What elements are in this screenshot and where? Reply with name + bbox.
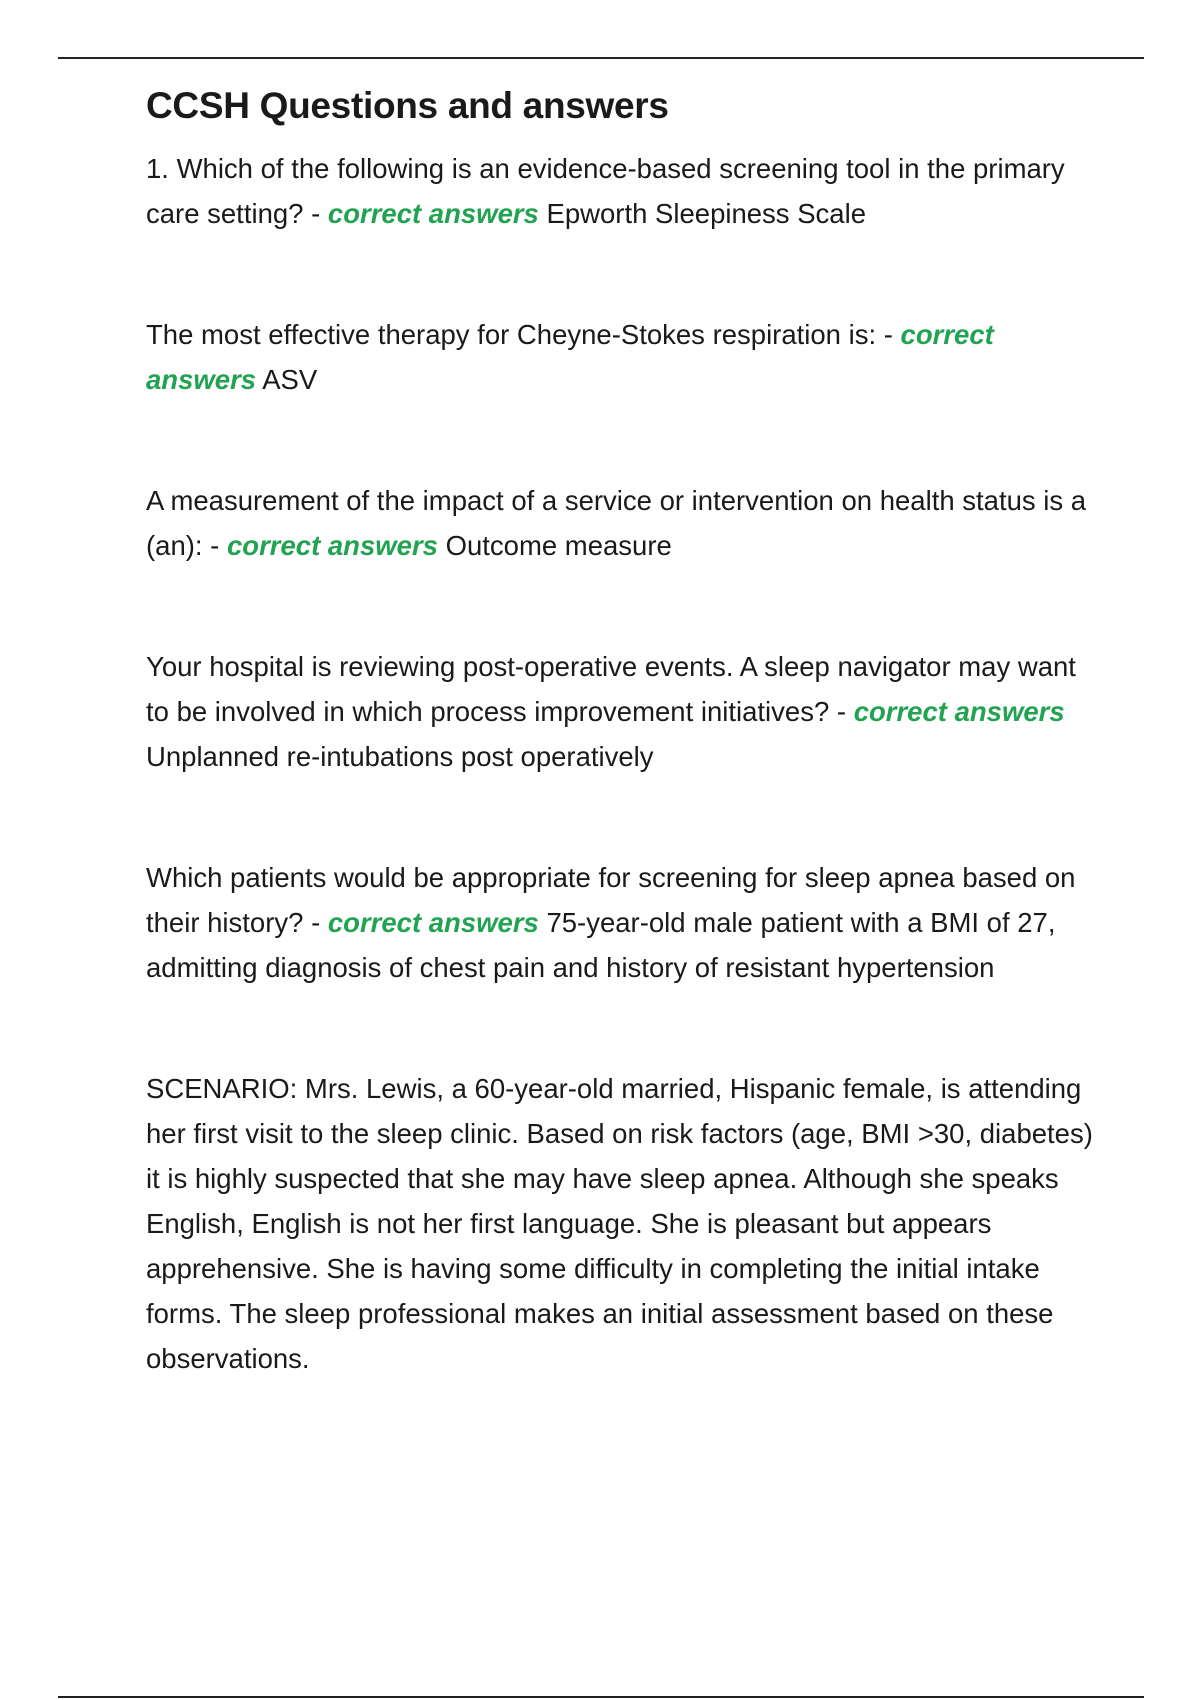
question-text: 1. Which of the following is an evidence-based screening tool in the primary care setting? - <box>146 153 1065 229</box>
qa-item <box>146 855 1106 990</box>
question-text: Which patients would be appropriate for screening for sleep apnea based on their history? - <box>146 862 1076 938</box>
top-rule <box>58 57 1144 59</box>
answer-text: Epworth Sleepiness Scale <box>546 198 866 229</box>
correct-answers-marker: correct answers <box>327 198 539 229</box>
correct-answers-marker: correct answers <box>146 319 994 395</box>
bottom-rule <box>58 1696 1144 1698</box>
answer-text: ASV <box>262 364 318 395</box>
question-text: The most effective therapy for Cheyne-Stokes respiration is: - <box>146 319 893 350</box>
document-page <box>146 72 1106 1381</box>
qa-item <box>146 312 1106 402</box>
document-title: CCSH Questions and answers <box>146 85 669 126</box>
correct-answers-marker: correct answers <box>226 530 438 561</box>
answer-text: Outcome measure <box>445 530 672 561</box>
question-text: Your hospital is reviewing post-operative events. A sleep navigator may want to be involved in which process improvement initiatives? - <box>146 651 1076 727</box>
correct-answers-marker: correct answers <box>853 696 1065 727</box>
scenario-paragraph <box>146 1066 1106 1381</box>
scenario-text: SCENARIO: Mrs. Lewis, a 60-year-old married, Hispanic female, is attending her first visit to the sleep clinic. Based on risk factors (age, BMI >30, diabetes) it is highly suspected that she may have sleep apnea. Although she speaks English, English is not her first language. She is pleasant but appears apprehensive. She is having some difficulty in completing the initial intake forms. The sleep professional makes an initial assessment based on these observations. <box>146 1073 1093 1374</box>
answer-text: 75-year-old male patient with a BMI of 27, admitting diagnosis of chest pain and history of resistant hypertension <box>146 907 1056 983</box>
correct-answers-marker: correct answers <box>327 907 539 938</box>
qa-item <box>146 478 1106 568</box>
qa-item <box>146 644 1106 779</box>
qa-item <box>146 146 1106 236</box>
answer-text: Unplanned re-intubations post operatively <box>146 741 654 772</box>
question-text: A measurement of the impact of a service or intervention on health status is a (an): - <box>146 485 1087 561</box>
